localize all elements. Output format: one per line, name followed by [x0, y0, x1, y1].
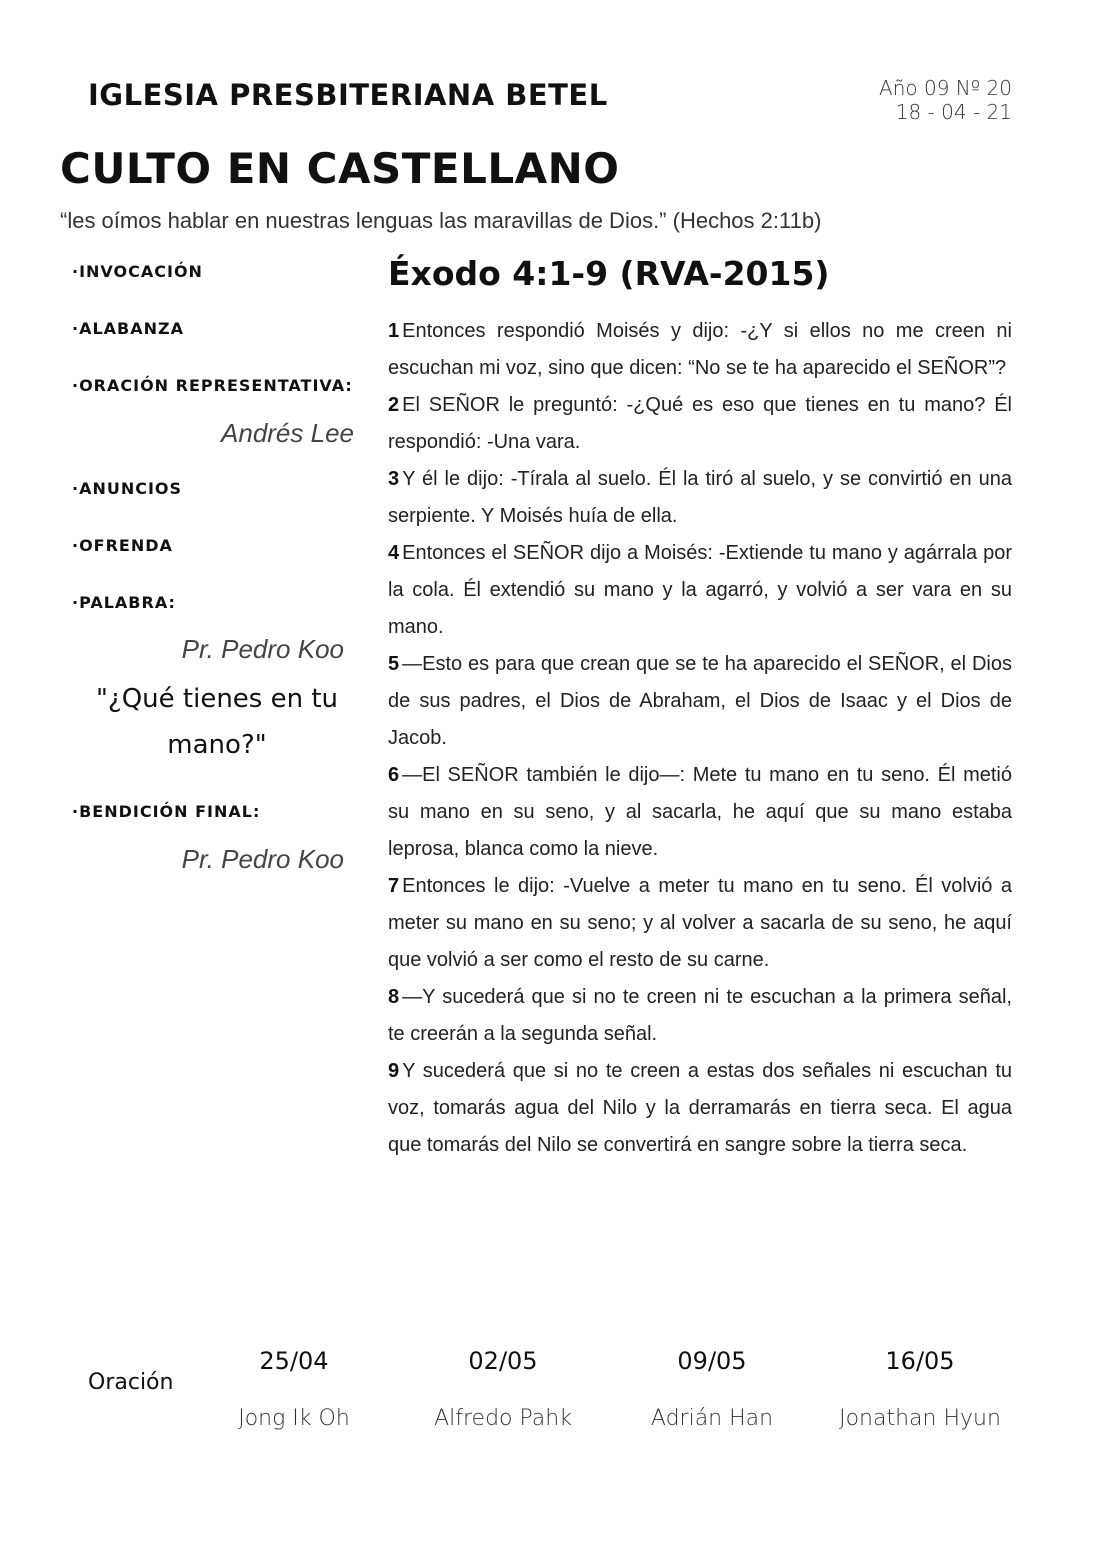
verse-text: Entonces le dijo: -Vuelve a meter tu mano en tu seno. Él volvió a meter su mano en su seno; y al volver a sacarla de su seno, he aquí que volvió a ser como el resto de su carne. [388, 875, 1012, 971]
verse-number: 9 [388, 1060, 400, 1082]
prayer-date: 09/05 [677, 1347, 747, 1375]
prayer-entry [403, 1346, 603, 1431]
order-anuncios: ·ANUNCIOS [72, 479, 183, 498]
sermon-title: "¿Qué tienes en tu mano?" [95, 684, 339, 760]
verse-text: El SEÑOR le preguntó: -¿Qué es eso que tienes en tu mano? Él respondió: -Una vara. [388, 394, 1012, 453]
verse-number: 3 [388, 468, 400, 490]
order-ofrenda: ·OFRENDA [72, 536, 173, 555]
church-name: IGLESIA PRESBITERIANA BETEL [88, 78, 608, 112]
order-oracion-person: Andrés Lee [221, 418, 354, 448]
issue-info [879, 76, 1012, 124]
verse [388, 646, 1012, 757]
order-oracion-label: ·ORACIÓN REPRESENTATIVA: [72, 376, 353, 395]
verse [388, 461, 1012, 535]
verse-number: 7 [388, 875, 400, 897]
verse-text: Y él le dijo: -Tírala al suelo. Él la tiró al suelo, y se convirtió en una serpiente. Y Moisés huía de ella. [388, 468, 1012, 527]
issue-number: Año 09 Nº 20 [879, 76, 1012, 100]
verse-text: —Y sucederá que si no te creen ni te escuchan a la primera señal, te creerán a la segunda señal. [388, 986, 1012, 1045]
prayer-label: Oración [88, 1370, 174, 1395]
verse-list [388, 313, 1012, 1164]
scripture-passage [388, 254, 1012, 1164]
verse-text: —El SEÑOR también le dijo—: Mete tu mano en tu seno. Él metió su mano en su seno, y al sacarla, he aquí que su mano estaba leprosa, blanca como la nieve. [388, 764, 1012, 860]
verse [388, 535, 1012, 646]
prayer-entry [612, 1346, 812, 1431]
order-bendicion-label: ·BENDICIÓN FINAL: [72, 802, 261, 821]
order-palabra-label: ·PALABRA: [72, 593, 176, 612]
verse-number: 1 [388, 320, 400, 342]
verse [388, 757, 1012, 868]
order-alabanza: ·ALABANZA [72, 319, 184, 338]
prayer-person: Adrián Han [650, 1406, 774, 1431]
prayer-entry [194, 1346, 394, 1431]
prayer-person: Alfredo Pahk [434, 1406, 572, 1431]
service-title: CULTO EN CASTELLANO [60, 144, 620, 193]
prayer-person: Jong Ik Oh [238, 1406, 350, 1431]
motto: “les oímos hablar en nuestras lenguas las maravillas de Dios.” (Hechos 2:11b) [60, 208, 822, 233]
prayer-date: 16/05 [885, 1347, 955, 1375]
verse [388, 868, 1012, 979]
verse-number: 4 [388, 542, 400, 564]
verse-text: Entonces respondió Moisés y dijo: -¿Y si ellos no me creen ni escuchan mi voz, sino que dicen: “No se te ha aparecido el SEÑOR”? [388, 320, 1012, 379]
verse [388, 1053, 1012, 1164]
verse [388, 979, 1012, 1053]
verse-number: 8 [388, 986, 400, 1008]
issue-date: 18 - 04 - 21 [895, 100, 1012, 124]
order-palabra-person: Pr. Pedro Koo [181, 634, 344, 664]
order-bendicion-person: Pr. Pedro Koo [181, 844, 344, 874]
verse [388, 387, 1012, 461]
verse-text: —Esto es para que crean que se te ha aparecido el SEÑOR, el Dios de sus padres, el Dios de Abraham, el Dios de Isaac y el Dios de Jacob. [388, 653, 1012, 749]
verse [388, 313, 1012, 387]
verse-text: Entonces el SEÑOR dijo a Moisés: -Extiende tu mano y agárrala por la cola. Él extendió su mano y la agarró, y volvió a ser vara en su mano. [388, 542, 1012, 638]
order-invocacion: ·INVOCACIÓN [72, 262, 203, 281]
verse-number: 6 [388, 764, 400, 786]
passage-title: Éxodo 4:1-9 (RVA-2015) [388, 254, 830, 293]
prayer-date: 02/05 [468, 1347, 538, 1375]
verse-text: Y sucederá que si no te creen a estas dos señales ni escuchan tu voz, tomarás agua del Nilo y la derramarás en tierra seca. El agua que tomarás del Nilo se convertirá en sangre sobre la tierra seca. [388, 1060, 1012, 1156]
verse-number: 2 [388, 394, 400, 416]
prayer-person: Jonathan Hyun [839, 1406, 1001, 1431]
prayer-date: 25/04 [259, 1347, 329, 1375]
verse-number: 5 [388, 653, 400, 675]
prayer-entry [820, 1346, 1020, 1431]
